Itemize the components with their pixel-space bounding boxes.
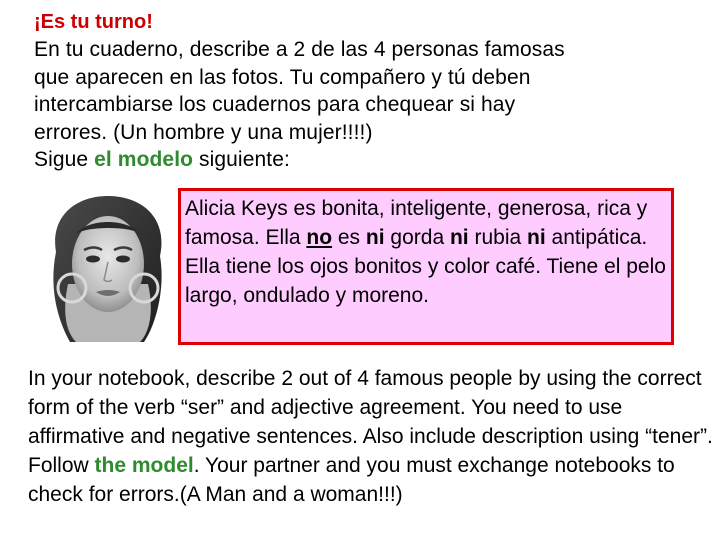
- english-text: In your notebook, describe 2 out of 4 famous people by using the correct form of the verb “ser” and adjective agreement. You need to use affirmative and negative sentences. Also include description using “tener”. Follow: [28, 367, 713, 477]
- intro-text: Sigue: [34, 148, 95, 171]
- portrait-photo: [36, 192, 180, 342]
- intro-line: que aparecen en las fotos. Tu compañero y tú deben: [34, 65, 531, 89]
- model-ni: ni: [365, 226, 385, 249]
- intro-line: [34, 146, 704, 174]
- intro-line: intercambiarse los cuadernos para chequear si hay: [34, 93, 516, 116]
- model-text: es: [332, 226, 366, 249]
- model-ni: ni: [449, 226, 469, 249]
- model-highlight: el modelo: [94, 148, 194, 171]
- model-ni: ni: [527, 226, 546, 249]
- intro-line: En tu cuaderno, describe a 2 de las 4 personas famosas: [34, 38, 565, 61]
- spanish-instructions: [34, 36, 704, 174]
- model-text: antipática. Ella tiene los ojos bonitos y color café. Tiene el pelo largo, ondulado y moreno.: [185, 226, 666, 307]
- model-no: no: [306, 226, 333, 249]
- model-highlight: the model: [94, 454, 194, 477]
- intro-line: errores. (Un hombre y una mujer!!!!): [34, 120, 373, 144]
- model-text: gorda: [384, 226, 450, 249]
- model-text: rubia: [468, 226, 528, 249]
- english-text: . Your partner and you must exchange notebooks to check for errors.(A Man and a woman!!!): [28, 454, 675, 506]
- intro-text: siguiente:: [193, 148, 290, 171]
- model-text: Alicia Keys es bonita, inteligente, generosa, rica y famosa. Ella: [185, 197, 648, 249]
- model-paragraph: [185, 194, 670, 310]
- page-title: ¡Es tu turno!: [34, 11, 153, 33]
- english-instructions: [28, 364, 713, 509]
